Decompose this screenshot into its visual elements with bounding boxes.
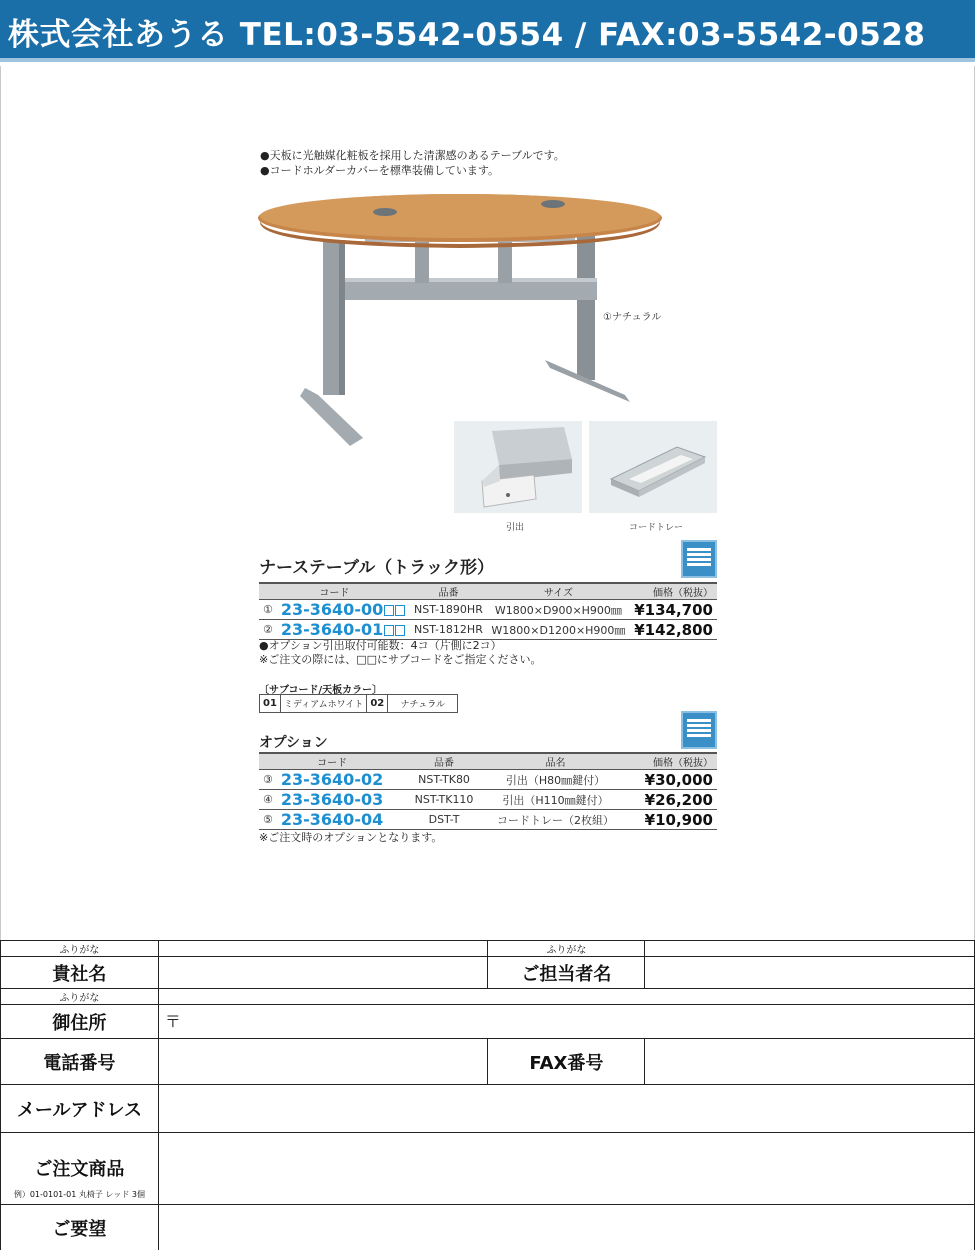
form-row [1,941,975,957]
column-header: 価格（税抜） [628,753,717,770]
size: W1800×D1200×H900㎜ [487,620,630,640]
order-item-title: ご注文商品 [34,1159,125,1180]
form-row [1,1133,975,1205]
company-field[interactable] [158,957,488,989]
price: ¥142,800 [630,620,717,640]
table-row [259,810,717,830]
row-number: ② [259,620,277,640]
cord-tray-image [589,421,717,513]
product-code: 23-3640-00 [277,600,410,620]
contact-field[interactable] [645,957,975,989]
subcode-code: 01 [260,695,281,713]
email-field[interactable] [158,1085,974,1133]
options-table [259,752,717,830]
options-title: オプション [259,735,328,751]
color-label: ①ナチュラル [603,312,662,323]
row-number: ⑤ [259,810,277,830]
form-row [1,1005,975,1039]
address-field[interactable]: 〒 [158,1005,974,1039]
product-title: ナーステーブル（トラック形） [259,558,494,578]
column-header: 価格（税抜） [630,583,717,600]
product-table [259,582,717,640]
request-label: ご要望 [1,1205,159,1250]
request-field[interactable] [158,1205,974,1250]
model-number: DST-T [405,810,483,830]
drawer-image [454,421,582,513]
price: ¥26,200 [628,790,717,810]
table-row [259,790,717,810]
item-name: 引出（H110㎜鍵付） [483,790,628,810]
fax-label: FAX番号 [488,1039,645,1085]
model-number: NST-1812HR [410,620,487,640]
note-line: ●オプション引出取付可能数：4コ（片側に2コ） [259,639,502,652]
order-example: 例）01-0101-01 丸椅子 レッド 3個 [13,1190,145,1199]
contact-label: ご担当者名 [488,957,645,989]
order-notes [259,639,541,667]
certification-badge [681,540,717,578]
company-furigana-field[interactable] [158,941,488,957]
feature-item: ●天板に光触媒化粧板を採用した清潔感のあるテーブルです。 [260,149,565,162]
options-note: ※ご注文時のオプションとなります。 [259,831,443,844]
row-number: ③ [259,770,277,790]
email-label: メールアドレス [1,1085,159,1133]
table-row [259,600,717,620]
form-row [1,989,975,1005]
furigana-label: ふりがな [1,941,159,957]
order-item-label [1,1133,159,1205]
column-header: 品番 [410,583,487,600]
column-header: サイズ [487,583,630,600]
header-banner [0,0,975,62]
size: W1800×D900×H900㎜ [487,600,630,620]
product-code: 23-3640-03 [277,790,405,810]
phone-label: 電話番号 [1,1039,159,1085]
table-header-row [259,583,717,600]
subcode-table [259,694,458,713]
phone-field[interactable] [158,1039,488,1085]
thumbnail-caption: コードトレー [629,523,684,533]
thumbnail-caption: 引出 [506,523,525,533]
column-header: コード [259,753,405,770]
company-label: 貴社名 [1,957,159,989]
fax-field[interactable] [645,1039,975,1085]
column-header: 品番 [405,753,483,770]
table-row [259,770,717,790]
product-code: 23-3640-04 [277,810,405,830]
subcode-row [260,695,458,713]
form-row [1,957,975,989]
price: ¥134,700 [630,600,717,620]
table-row [259,620,717,640]
item-name: コードトレー（2枚組） [483,810,628,830]
note-line: ※ご注文の際には、□□にサブコードをご指定ください。 [259,653,542,666]
contact-furigana-field[interactable] [645,941,975,957]
header-contact-text: 株式会社あうる TEL:03-5542-0554 / FAX:03-5542-0528 [8,17,926,53]
table-header-row [259,753,717,770]
furigana-label: ふりがな [1,989,159,1005]
address-furigana-field[interactable] [158,989,974,1005]
item-name: 引出（H80㎜鍵付） [483,770,628,790]
drawer-thumbnail [454,421,582,513]
feature-item: ●コードホルダーカバーを標準装備しています。 [260,164,500,177]
price: ¥30,000 [628,770,717,790]
product-code: 23-3640-02 [277,770,405,790]
price: ¥10,900 [628,810,717,830]
cord-tray-thumbnail [589,421,717,513]
model-number: NST-1890HR [410,600,487,620]
product-code: 23-3640-01 [277,620,410,640]
subcode-label: ナチュラル [388,695,458,713]
subcode-label: ミディアムホワイト [280,695,366,713]
model-number: NST-TK110 [405,790,483,810]
form-row [1,1085,975,1133]
form-row [1,1205,975,1250]
order-form [0,940,975,1250]
order-item-field[interactable] [158,1133,974,1205]
feature-list [260,148,565,178]
furigana-label: ふりがな [488,941,645,957]
certification-badge [681,711,717,749]
model-number: NST-TK80 [405,770,483,790]
column-header: 品名 [483,753,628,770]
subcode-code: 02 [367,695,388,713]
row-number: ① [259,600,277,620]
column-header: コード [259,583,410,600]
form-row [1,1039,975,1085]
address-label: 御住所 [1,1005,159,1039]
subcode-title: 〔サブコード/天板カラー〕 [259,685,383,696]
row-number: ④ [259,790,277,810]
